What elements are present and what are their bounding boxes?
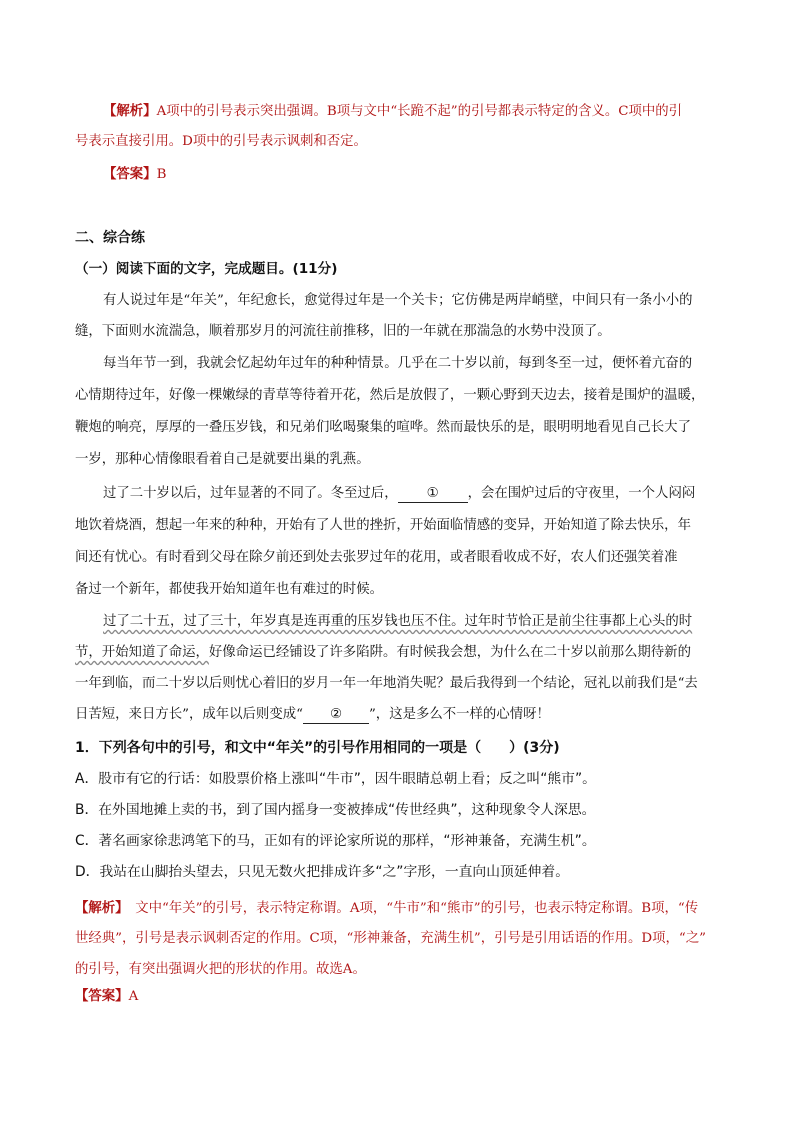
section-heading: 二、综合练: [75, 230, 145, 246]
passage-p4-line2: 节，开始知道了命运，好像命运已经铺设了许多陷阱。有时候我会想，为什么在二十岁以前那么期待新的: [75, 645, 691, 660]
passage-p1-line1: 有人说过年是“年关”，年纪愈长，愈觉得过年是一个关卡；它仿佛是两岸峭壁，中间只有一条小小的: [103, 293, 693, 308]
prev-analysis-line2: 号表示直接引用。D项中的引号表示讽刺和否定。: [75, 134, 367, 149]
passage-p3-line4: 备过一个新年，都使我开始知道年也有难过的时候。: [75, 582, 383, 597]
sub-heading: （一）阅读下面的文字，完成题目。(11分): [75, 261, 338, 277]
passage-p2-line2: 心情期待过年，好像一棵嫩绿的青草等待着开花，然后是放假了，一颗心野到天边去，接着是围炉的温暖，: [75, 388, 705, 403]
option-c[interactable]: C．著名画家徐悲鸿笔下的马，正如有的评论家所说的那样，“形神兼备，充满生机”。: [75, 833, 596, 849]
question-stem: 1．下列各句中的引号，和文中“年关”的引号作用相同的一项是（ ）(3分): [75, 740, 560, 756]
passage-p1-line2: 缝，下面则水流湍急，顺着那岁月的河流往前推移，旧的一年就在那湍急的水势中没顶了。: [75, 324, 611, 339]
prev-analysis-line1: 【解析】A项中的引号表示突出强调。B项与文中“长跪不起”的引号都表示特定的含义。C项中的引: [103, 103, 683, 119]
passage-p2-line4: 一岁，那种心情像眼看着自己是就要出巢的乳燕。: [75, 452, 370, 467]
option-b[interactable]: B．在外国地摊上卖的书，到了国内摇身一变被捧成“传世经典”，这种现象令人深思。: [75, 802, 596, 818]
passage-p4-line4: 日苦短，来日方长”，成年以后则变成“ ② ”，这是多么不一样的心情呀！: [75, 707, 550, 722]
q1-analysis-line3: 的引号，有突出强调火把的形状的作用。故选A。: [75, 962, 366, 977]
q1-answer: [75, 986, 138, 1007]
passage-p4-line1: 过了二十五，过了三十，年岁真是连再重的压岁钱也压不住。过年时节恰正是前尘往事都上心头的时: [103, 614, 693, 629]
fill-blank-1[interactable]: ①: [398, 486, 468, 503]
q1-analysis-line2: 世经典”，引号是表示讽刺否定的作用。C项，“形神兼备，充满生机”，引号是引用话语的作用。D项，“之”: [75, 931, 707, 946]
passage-p4-line3: 一年到临，而二十岁以后则忧心着旧的岁月一年一年地消失呢？最后我得到一个结论，冠礼以前我们是“去: [75, 676, 698, 691]
answer-value: A: [128, 989, 139, 1004]
q1-analysis-line1: 【解析】 文中“年关”的引号，表示特定称谓。A项，“牛市”和“熊市”的引号，也表示特定称谓。B项，“传: [75, 900, 699, 916]
analysis-tag: 【解析】: [75, 900, 122, 916]
answer-tag: 【答案】: [75, 988, 129, 1004]
prev-answer: [103, 164, 166, 185]
answer-value: B: [156, 167, 167, 182]
option-d[interactable]: D．我站在山脚抬头望去，只见无数火把排成许多“之”字形，一直向山顶延伸着。: [75, 864, 570, 880]
analysis-tag: 【解析】: [103, 103, 157, 119]
passage-p3-line1: 过了二十岁以后，过年显著的不同了。冬至过后， ① ，会在围炉过后的守夜里，一个人闷闷: [103, 486, 696, 501]
option-a[interactable]: A．股市有它的行话：如股票价格上涨叫“牛市”，因牛眼睛总朝上看；反之叫“熊市”。: [75, 771, 596, 787]
passage-p3-line3: 间还有忧心。有时看到父母在除夕前还到处去张罗过年的花用，或者眼看收成不好，农人们还强笑着准: [75, 550, 678, 565]
passage-p3-line2: 地饮着烧酒，想起一年来的种种，开始有了人世的挫折，开始面临情感的变异，开始知道了除去快乐，年: [75, 518, 691, 533]
answer-tag: 【答案】: [103, 166, 157, 182]
passage-p2-line1: 每当年节一到，我就会忆起幼年过年的种种情景。几乎在二十岁以前，每到冬至一过，便怀着亢奋的: [103, 356, 693, 371]
fill-blank-2[interactable]: ②: [303, 707, 369, 724]
passage-p2-line3: 鞭炮的响亮，厚厚的一叠压岁钱，和兄弟们吆喝聚集的喧哗。然而最快乐的是，眼明明地看见自己长大了: [75, 420, 691, 435]
